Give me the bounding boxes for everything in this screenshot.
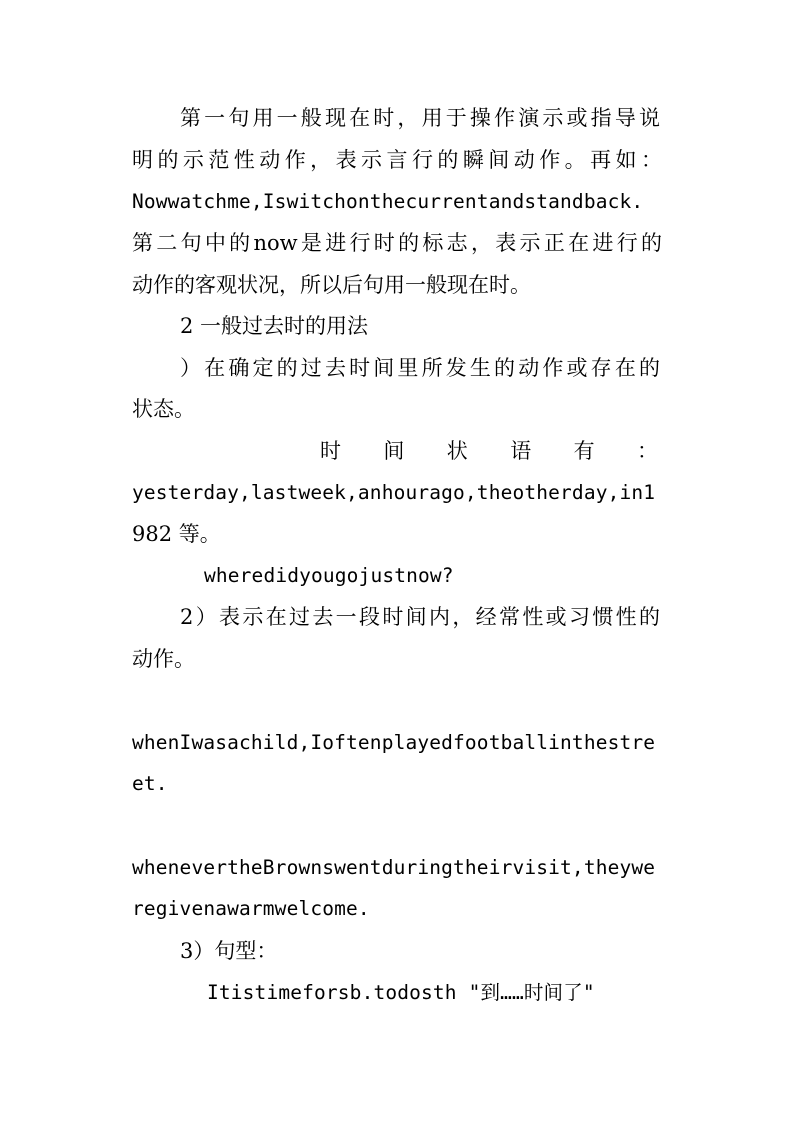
paragraph-line: Nowwatchme,Iswitchonthecurrentandstandback. xyxy=(132,190,644,213)
paragraph-line: 状态。 xyxy=(132,397,195,421)
example-sentence: et. xyxy=(132,772,168,795)
paragraph-line: 明的示范性动作，表示言行的瞬间动作。再如： xyxy=(132,148,662,172)
example-line: yesterday,lastweek,anhourago,theotherday,in1 xyxy=(132,481,656,504)
paragraph-line: 动作的客观状况，所以后句用一般现在时。 xyxy=(132,273,531,297)
paragraph-line: 动作。 xyxy=(132,647,195,671)
example-sentence: whenIwasachild,Ioftenplayedfootballinthestre xyxy=(132,731,656,754)
paragraph-line: 时间状语有： xyxy=(320,439,658,463)
paragraph-line: 第一句用一般现在时，用于操作演示或指导说 xyxy=(180,106,660,130)
sentence-pattern: Itistimeforsb.todosth "到……时间了" xyxy=(207,981,595,1004)
paragraph-line: 第二句中的now是进行时的标志，表示正在进行的 xyxy=(132,231,662,255)
paragraph-line: 2）表示在过去一段时间内，经常性或习惯性的 xyxy=(180,605,660,629)
example-sentence: whenevertheBrownswentduringtheirvisit,theywe xyxy=(132,856,656,879)
example-sentence: wheredidyougojustnow? xyxy=(204,564,454,587)
section-heading: 2 一般过去时的用法 xyxy=(180,314,369,338)
example-sentence: regivenawarmwelcome. xyxy=(132,897,370,920)
paragraph-line: ）在确定的过去时间里所发生的动作或存在的 xyxy=(180,356,660,380)
example-line: 982 等。 xyxy=(132,522,221,546)
section-heading: 3）句型： xyxy=(180,939,278,963)
